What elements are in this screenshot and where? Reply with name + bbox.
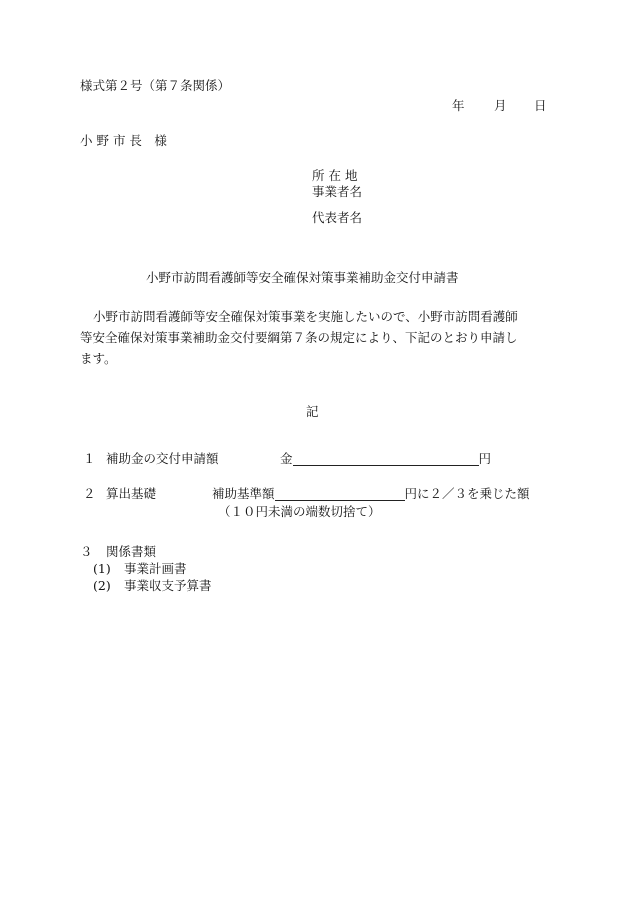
ki-heading: 記 <box>306 404 319 419</box>
address-label: 所 在 地 <box>312 168 358 183</box>
item1-prefix: 金 <box>280 451 293 466</box>
item1-label: 補助金の交付申請額 <box>106 451 219 466</box>
body-text-line-3: ます。 <box>80 351 117 366</box>
item2-sub-label: 補助基準額 <box>212 486 275 501</box>
item3-number: ３ <box>80 544 93 559</box>
item2-amount-field[interactable] <box>212 486 530 501</box>
item1-number: １ <box>83 451 96 466</box>
item2-number: ２ <box>83 486 96 501</box>
date-year-label: 年 <box>452 98 465 113</box>
item2-amount-blank[interactable] <box>275 486 405 501</box>
date-month-label: 月 <box>494 98 507 113</box>
item2-label: 算出基礎 <box>106 486 157 501</box>
body-text-line-1: 小野市訪問看護師等安全確保対策事業を実施したいので、小野市訪問看護師 <box>93 309 518 324</box>
representative-label: 代表者名 <box>312 210 363 225</box>
document-title: 小野市訪問看護師等安全確保対策事業補助金交付申請書 <box>146 270 459 285</box>
item1-amount-field[interactable] <box>280 451 491 466</box>
doc-2-number: (2) <box>93 578 111 593</box>
item2-note: （１０円未満の端数切捨て） <box>218 504 381 519</box>
body-text-line-2: 等安全確保対策事業補助金交付要綱第７条の規定により、下記のとおり申請し <box>80 330 518 345</box>
addressee: 小 野 市 長 様 <box>80 133 167 148</box>
doc-1-label: 事業計画書 <box>124 561 187 576</box>
item3-label: 関係書類 <box>106 544 157 559</box>
form-number: 様式第２号（第７条関係） <box>80 78 231 93</box>
date-day-label: 日 <box>534 98 547 113</box>
item1-amount-blank[interactable] <box>293 451 479 466</box>
doc-2-label: 事業収支予算書 <box>124 578 212 593</box>
item1-suffix: 円 <box>478 451 492 466</box>
doc-1-number: (1) <box>93 561 111 576</box>
business-name-label: 事業者名 <box>312 184 363 199</box>
item2-suffix: 円に２／３を乗じた額 <box>404 486 530 501</box>
